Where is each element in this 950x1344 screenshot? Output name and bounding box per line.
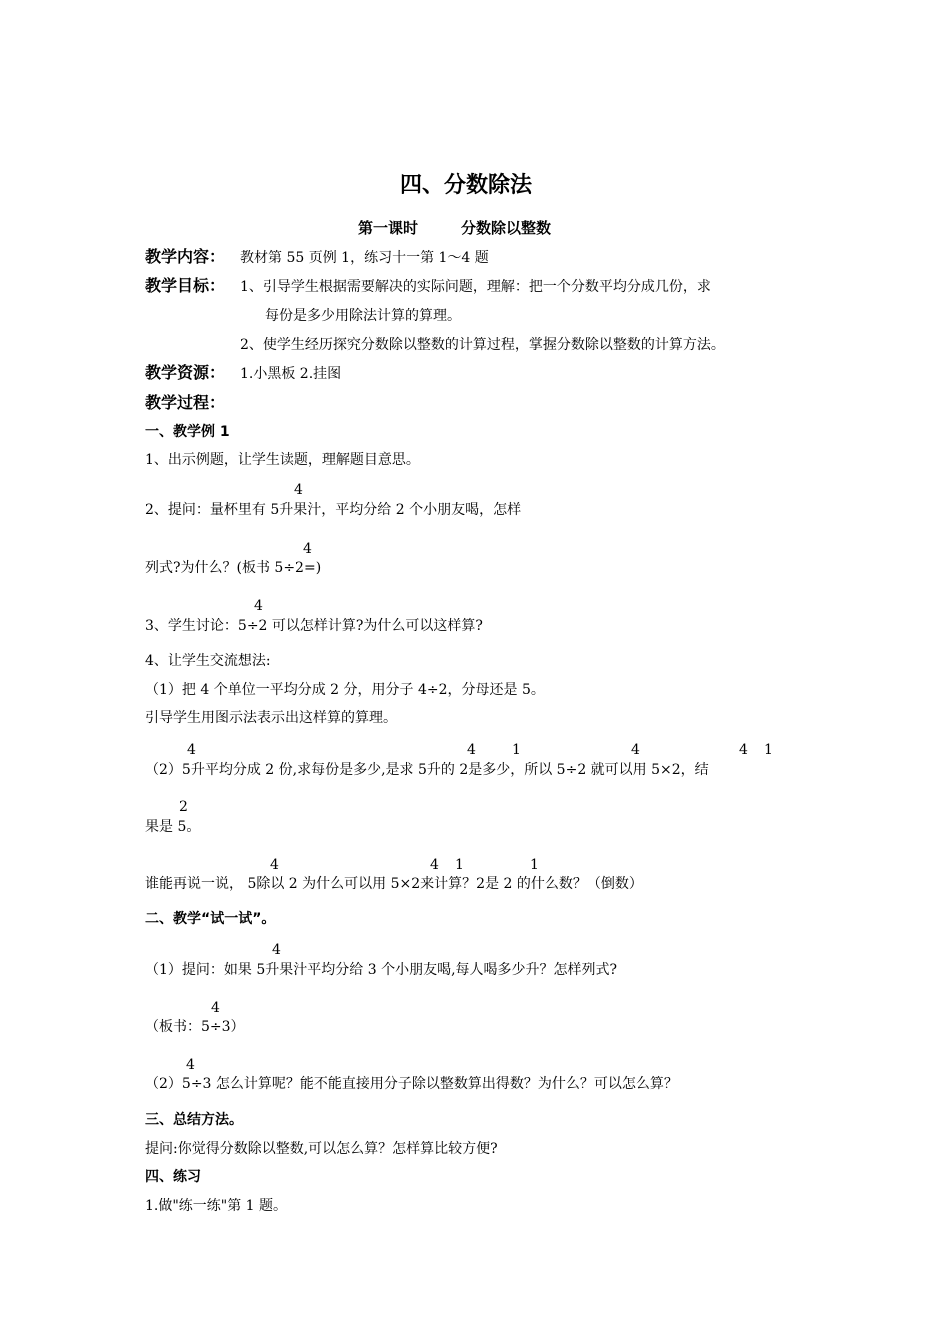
s1-p2-numerator: 4	[294, 482, 303, 498]
s2-paragraph-2: （板书：5÷3）	[145, 1019, 245, 1035]
s1-paragraph-8: （2）5升平均分成 2 份,求每份是多少,是求 5升的 2是多少，所以 5÷2 就可以用 5×2，结	[145, 762, 709, 778]
lesson-name: 第一课时	[358, 219, 419, 237]
section-3-heading: 三、总结方法。	[145, 1112, 243, 1128]
s1-p9-numerator: 2	[179, 799, 188, 815]
s1-paragraph-7: 引导学生用图示法表示出这样算的算理。	[145, 710, 397, 726]
s1-paragraph-3: 列式?为什么？(板书 5÷2=)	[145, 560, 322, 576]
s1-paragraph-9: 果是 5。	[145, 819, 201, 835]
page-title: 四、分数除法	[400, 173, 533, 198]
s1-p10-numerator: 1	[530, 857, 539, 873]
s1-p4-numerator: 4	[254, 598, 263, 614]
process-label: 教学过程：	[145, 393, 226, 412]
s2-paragraph-3: （2）5÷3 怎么计算呢？能不能直接用分子除以整数算出得数？为什么？可以怎么算？	[145, 1076, 678, 1092]
resources-label: 教学资源：	[145, 363, 226, 382]
s1-paragraph-2: 2、提问：量杯里有 5升果汁，平均分给 2 个小朋友喝，怎样	[145, 502, 522, 518]
resources-text: 1.小黑板 2.挂图	[240, 366, 342, 382]
s1-paragraph-10: 谁能再说一说， 5除以 2 为什么可以用 5×2来计算？2是 2 的什么数？（倒数）	[145, 876, 643, 892]
goals-label: 教学目标：	[145, 276, 226, 295]
s3-paragraph-1: 提问:你觉得分数除以整数,可以怎么算？怎样算比较方便?	[145, 1141, 498, 1157]
s1-p10-numerator: 4	[270, 857, 279, 873]
s2-paragraph-1: （1）提问：如果 5升果汁平均分给 3 个小朋友喝,每人喝多少升？怎样列式?	[145, 962, 618, 978]
s1-p3-numerator: 4	[303, 541, 312, 557]
goal-2: 2、使学生经历探究分数除以整数的计算过程，掌握分数除以整数的计算方法。	[240, 337, 725, 353]
s1-p10-numerator: 1	[455, 857, 464, 873]
s1-paragraph-6: （1）把 4 个单位一平均分成 2 分，用分子 4÷2，分母还是 5。	[145, 682, 545, 698]
content-label: 教学内容：	[145, 247, 226, 266]
s1-p8-numerator: 4	[187, 742, 196, 758]
s2-p2-numerator: 4	[211, 1000, 220, 1016]
content-text: 教材第 55 页例 1，练习十一第 1～4 题	[240, 250, 489, 266]
s1-p8-numerator: 4	[631, 742, 640, 758]
s1-p10-numerator: 4	[430, 857, 439, 873]
section-1-heading: 一、教学例 1	[145, 424, 230, 440]
section-4-heading: 四、练习	[145, 1169, 201, 1185]
s2-p3-numerator: 4	[186, 1057, 195, 1073]
s1-p8-numerator: 1	[512, 742, 521, 758]
s4-paragraph-1: 1.做"练一练"第 1 题。	[145, 1198, 288, 1214]
goal-1-line-2: 每份是多少用除法计算的算理。	[265, 308, 461, 324]
s1-p8-numerator: 4	[467, 742, 476, 758]
goal-1-line-1: 1、引导学生根据需要解决的实际问题，理解：把一个分数平均分成几份，求	[240, 279, 711, 295]
s1-paragraph-1: 1、出示例题，让学生读题，理解题目意思。	[145, 452, 420, 468]
s1-p8-numerator: 4	[739, 742, 748, 758]
s2-p1-numerator: 4	[272, 942, 281, 958]
lesson-topic: 分数除以整数	[461, 219, 552, 237]
s1-paragraph-5: 4、让学生交流想法:	[145, 653, 271, 669]
s1-paragraph-4: 3、学生讨论：5÷2 可以怎样计算?为什么可以这样算?	[145, 618, 483, 634]
section-2-heading: 二、教学“试一试”。	[145, 911, 276, 927]
s1-p8-numerator: 1	[764, 742, 773, 758]
